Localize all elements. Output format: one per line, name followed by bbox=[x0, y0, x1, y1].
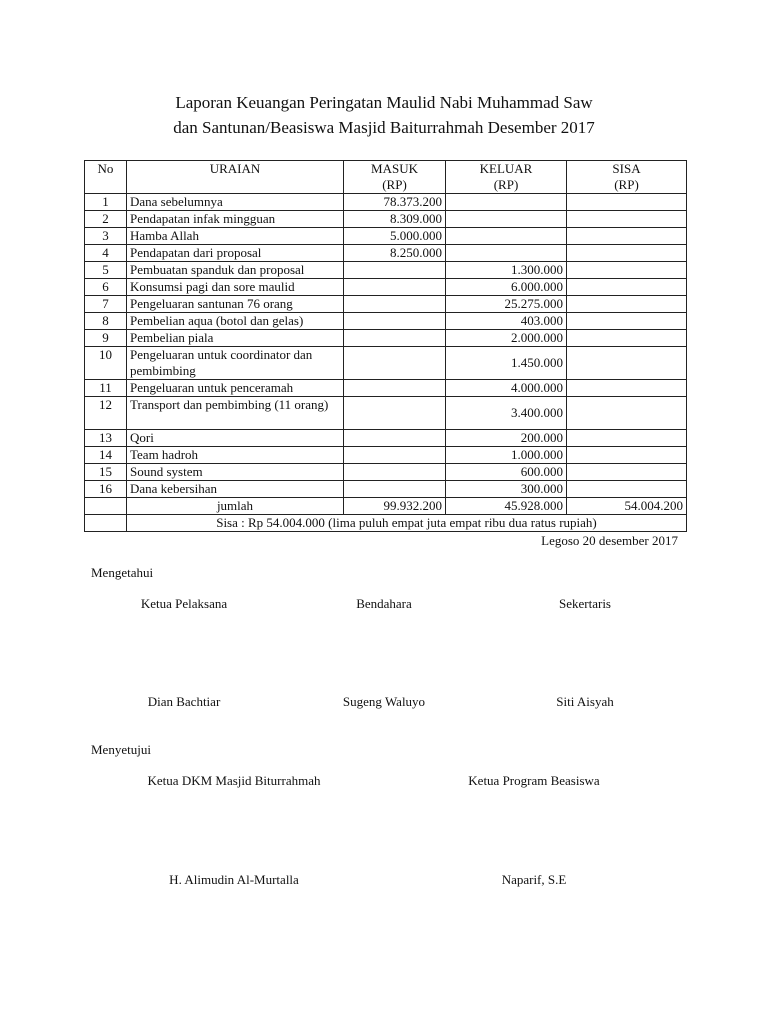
row-no-cell: 6 bbox=[85, 279, 127, 296]
bendahara-name: Sugeng Waluyo bbox=[342, 694, 426, 709]
table-row bbox=[85, 194, 687, 211]
row-no-cell: 3 bbox=[85, 228, 127, 245]
row-keluar-cell: 1.300.000 bbox=[446, 262, 567, 279]
row-masuk-cell bbox=[344, 313, 446, 330]
total-row bbox=[85, 498, 687, 515]
row-keluar-cell: 200.000 bbox=[446, 430, 567, 447]
row-sisa-cell bbox=[567, 447, 687, 464]
table-row bbox=[85, 430, 687, 447]
table-row bbox=[85, 397, 687, 430]
row-no-cell: 12 bbox=[85, 397, 127, 430]
row-sisa-cell bbox=[567, 481, 687, 498]
row-uraian-cell: Pendapatan dari proposal bbox=[127, 245, 344, 262]
header-sisa: SISA (RP) bbox=[567, 161, 687, 194]
row-uraian-cell: Dana kebersihan bbox=[127, 481, 344, 498]
row-uraian-cell: Sound system bbox=[127, 464, 344, 481]
table-row bbox=[85, 228, 687, 245]
total-label: jumlah bbox=[127, 498, 344, 515]
place-date: Legoso 20 desember 2017 bbox=[541, 533, 678, 548]
row-keluar-cell: 25.275.000 bbox=[446, 296, 567, 313]
total-no-cell bbox=[85, 498, 127, 515]
table-row bbox=[85, 380, 687, 397]
table-row bbox=[85, 262, 687, 279]
row-masuk-cell: 5.000.000 bbox=[344, 228, 446, 245]
bendahara-role: Bendahara bbox=[356, 596, 412, 611]
table-row bbox=[85, 464, 687, 481]
row-uraian-cell: Transport dan pembimbing (11 orang) bbox=[127, 397, 344, 430]
row-masuk-cell bbox=[344, 380, 446, 397]
header-uraian: URAIAN bbox=[127, 161, 344, 194]
table-row bbox=[85, 245, 687, 262]
row-sisa-cell bbox=[567, 245, 687, 262]
row-no-cell: 4 bbox=[85, 245, 127, 262]
row-keluar-cell bbox=[446, 228, 567, 245]
ketua-pelaksana-role: Ketua Pelaksana bbox=[140, 596, 228, 611]
row-masuk-cell: 78.373.200 bbox=[344, 194, 446, 211]
row-masuk-cell bbox=[344, 447, 446, 464]
ketua-program-name: Naparif, S.E bbox=[501, 872, 567, 887]
table-row bbox=[85, 447, 687, 464]
row-masuk-cell bbox=[344, 262, 446, 279]
sisa-no-cell bbox=[85, 515, 127, 532]
financial-report-table bbox=[84, 160, 687, 532]
header-masuk: MASUK (RP) bbox=[344, 161, 446, 194]
row-masuk-cell bbox=[344, 430, 446, 447]
row-no-cell: 8 bbox=[85, 313, 127, 330]
row-keluar-cell: 1.000.000 bbox=[446, 447, 567, 464]
row-uraian-cell: Pengeluaran untuk penceramah bbox=[127, 380, 344, 397]
row-uraian-cell: Pembelian piala bbox=[127, 330, 344, 347]
table-header-row bbox=[85, 161, 687, 194]
row-sisa-cell bbox=[567, 279, 687, 296]
table-row bbox=[85, 313, 687, 330]
row-keluar-cell: 600.000 bbox=[446, 464, 567, 481]
row-sisa-cell bbox=[567, 430, 687, 447]
row-keluar-cell: 300.000 bbox=[446, 481, 567, 498]
sisa-summary-text: Sisa : Rp 54.004.000 (lima puluh empat juta empat ribu dua ratus rupiah) bbox=[127, 515, 687, 532]
row-keluar-cell: 6.000.000 bbox=[446, 279, 567, 296]
header-no: No bbox=[85, 161, 127, 194]
row-no-cell: 1 bbox=[85, 194, 127, 211]
mengetahui-label: Mengetahui bbox=[91, 565, 154, 580]
row-keluar-cell bbox=[446, 194, 567, 211]
header-keluar: KELUAR (RP) bbox=[446, 161, 567, 194]
row-keluar-cell: 4.000.000 bbox=[446, 380, 567, 397]
row-uraian-cell: Qori bbox=[127, 430, 344, 447]
table-row bbox=[85, 296, 687, 313]
row-sisa-cell bbox=[567, 228, 687, 245]
row-no-cell: 2 bbox=[85, 211, 127, 228]
row-sisa-cell bbox=[567, 211, 687, 228]
sekertaris-role: Sekertaris bbox=[559, 596, 611, 611]
ketua-dkm-name: H. Alimudin Al-Murtalla bbox=[169, 872, 299, 887]
table-row bbox=[85, 347, 687, 380]
row-no-cell: 11 bbox=[85, 380, 127, 397]
row-uraian-cell: Pendapatan infak mingguan bbox=[127, 211, 344, 228]
row-uraian-cell: Pengeluaran untuk coordinator dan pembimbing bbox=[127, 347, 344, 380]
row-no-cell: 16 bbox=[85, 481, 127, 498]
row-sisa-cell bbox=[567, 380, 687, 397]
row-keluar-cell: 1.450.000 bbox=[446, 347, 567, 380]
row-masuk-cell bbox=[344, 296, 446, 313]
ketua-program-role: Ketua Program Beasiswa bbox=[468, 773, 600, 788]
row-masuk-cell: 8.250.000 bbox=[344, 245, 446, 262]
row-no-cell: 13 bbox=[85, 430, 127, 447]
row-no-cell: 7 bbox=[85, 296, 127, 313]
ketua-pelaksana-name: Dian Bachtiar bbox=[147, 694, 221, 709]
row-no-cell: 15 bbox=[85, 464, 127, 481]
row-sisa-cell bbox=[567, 262, 687, 279]
table-row bbox=[85, 481, 687, 498]
row-sisa-cell bbox=[567, 313, 687, 330]
row-masuk-cell: 8.309.000 bbox=[344, 211, 446, 228]
row-sisa-cell bbox=[567, 330, 687, 347]
row-keluar-cell: 3.400.000 bbox=[446, 397, 567, 430]
row-no-cell: 9 bbox=[85, 330, 127, 347]
menyetujui-label: Menyetujui bbox=[91, 742, 151, 757]
row-masuk-cell bbox=[344, 464, 446, 481]
row-no-cell: 10 bbox=[85, 347, 127, 380]
row-masuk-cell bbox=[344, 397, 446, 430]
row-masuk-cell bbox=[344, 481, 446, 498]
total-masuk: 99.932.200 bbox=[344, 498, 446, 515]
row-sisa-cell bbox=[567, 347, 687, 380]
row-masuk-cell bbox=[344, 330, 446, 347]
row-keluar-cell: 403.000 bbox=[446, 313, 567, 330]
row-uraian-cell: Konsumsi pagi dan sore maulid bbox=[127, 279, 344, 296]
row-no-cell: 14 bbox=[85, 447, 127, 464]
row-keluar-cell: 2.000.000 bbox=[446, 330, 567, 347]
total-keluar: 45.928.000 bbox=[446, 498, 567, 515]
row-masuk-cell bbox=[344, 279, 446, 296]
row-masuk-cell bbox=[344, 347, 446, 380]
sekertaris-name: Siti Aisyah bbox=[556, 694, 614, 709]
ketua-dkm-role: Ketua DKM Masjid Biturrahmah bbox=[147, 773, 321, 788]
report-title-line-2: dan Santunan/Beasiswa Masjid Baiturrahmah Desember 2017 bbox=[173, 118, 595, 137]
row-uraian-cell: Hamba Allah bbox=[127, 228, 344, 245]
row-uraian-cell: Pembelian aqua (botol dan gelas) bbox=[127, 313, 344, 330]
table-row bbox=[85, 279, 687, 296]
row-sisa-cell bbox=[567, 296, 687, 313]
row-no-cell: 5 bbox=[85, 262, 127, 279]
row-sisa-cell bbox=[567, 194, 687, 211]
row-sisa-cell bbox=[567, 397, 687, 430]
row-keluar-cell bbox=[446, 245, 567, 262]
total-sisa: 54.004.200 bbox=[567, 498, 687, 515]
row-uraian-cell: Pembuatan spanduk dan proposal bbox=[127, 262, 344, 279]
report-title-line-1: Laporan Keuangan Peringatan Maulid Nabi Muhammad Saw bbox=[175, 93, 593, 112]
table-row bbox=[85, 211, 687, 228]
sisa-row bbox=[85, 515, 687, 532]
row-sisa-cell bbox=[567, 464, 687, 481]
row-uraian-cell: Team hadroh bbox=[127, 447, 344, 464]
row-keluar-cell bbox=[446, 211, 567, 228]
row-uraian-cell: Dana sebelumnya bbox=[127, 194, 344, 211]
row-uraian-cell: Pengeluaran santunan 76 orang bbox=[127, 296, 344, 313]
table-row bbox=[85, 330, 687, 347]
